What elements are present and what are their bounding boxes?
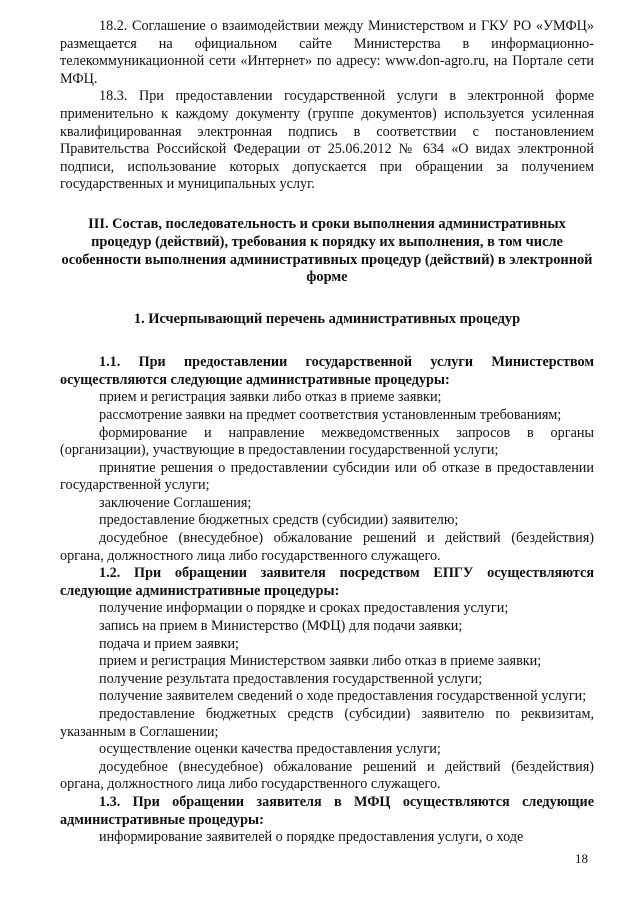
- list-item: формирование и направление межведомственных запросов в органы (организации), участвующие в предоставлении государственной услуги;: [60, 424, 594, 459]
- subsection-heading: 1.3. При обращении заявителя в МФЦ осуществляются следующие административные процедуры:: [60, 793, 594, 828]
- list-item: предоставление бюджетных средств (субсидии) заявителю по реквизитам, указанным в Соглашении;: [60, 706, 594, 740]
- section-title: III. Состав, последовательность и сроки выполнения административных процедур (действий), требования к порядку их выполнения, в том числе особенности выполнения административных процедур (действий) в электронной форме: [61, 215, 593, 286]
- subsection-1-1: [60, 354, 594, 565]
- list-item: принятие решения о предоставлении субсидии или об отказе в предоставлении государственной услуги;: [60, 459, 594, 494]
- list-item: информирование заявителей о порядке предоставления услуги, о ходе: [99, 829, 524, 846]
- subsection-1-3: [60, 794, 594, 847]
- list-item: осуществление оценки качества предоставления услуги;: [99, 741, 441, 758]
- subsection-1-2: [60, 565, 594, 794]
- list-item: заключение Соглашения;: [99, 494, 252, 511]
- list-item: подача и прием заявки;: [99, 635, 239, 652]
- list-item: досудебное (внесудебное) обжалование решений и действий (бездействия) органа, должностного лица либо государственного служащего.: [60, 758, 594, 793]
- page-number: 18: [575, 851, 588, 866]
- list-item: получение заявителем сведений о ходе предоставления государственной услуги;: [99, 688, 587, 705]
- subsection-title: 1. Исчерпывающий перечень административных процедур: [133, 311, 521, 328]
- list-item: получение информации о порядке и сроках предоставления услуги;: [99, 600, 509, 617]
- list-item: запись на прием в Министерство (МФЦ) для подачи заявки;: [99, 618, 463, 635]
- list-item: предоставление бюджетных средств (субсидии) заявителю;: [99, 512, 459, 529]
- subsection-heading: 1.2. При обращении заявителя посредством ЕПГУ осуществляются следующие административные процедуры:: [60, 565, 594, 599]
- list-item: рассмотрение заявки на предмет соответствия установленным требованиям;: [99, 406, 562, 423]
- paragraph-18-2: 18.2. Соглашение о взаимодействии между Министерством и ГКУ РО «УМФЦ» размещается на официальном сайте Министерства в информационно-телекоммуникационной сети «Интернет» по адресу: www.don-agro.ru, на Портале сети МФЦ.: [60, 18, 594, 87]
- paragraph-18-3: 18.3. При предоставлении государственной услуги в электронной форме применительно к каждому документу (группе документов) используется усиленная квалифицированная электронная подпись в соответствии с постановлением Правительства Российской Федерации от 25.06.2012 № 634 «О видах электронной подписи, использование которых допускается при обращении за получением государственных и муниципальных услуг.: [60, 88, 594, 193]
- list-item: получение результата предоставления государственной услуги;: [99, 670, 483, 687]
- subsection-heading: 1.1. При предоставлении государственной услуги Министерством осуществляются следующие административные процедуры:: [60, 354, 594, 388]
- list-item: досудебное (внесудебное) обжалование решений и действий (бездействия) органа, должностного лица либо государственного служащего.: [60, 530, 594, 564]
- document-page: [60, 18, 594, 847]
- list-item: прием и регистрация заявки либо отказ в приеме заявки;: [99, 389, 442, 406]
- list-item: прием и регистрация Министерством заявки либо отказ в приеме заявки;: [99, 653, 542, 670]
